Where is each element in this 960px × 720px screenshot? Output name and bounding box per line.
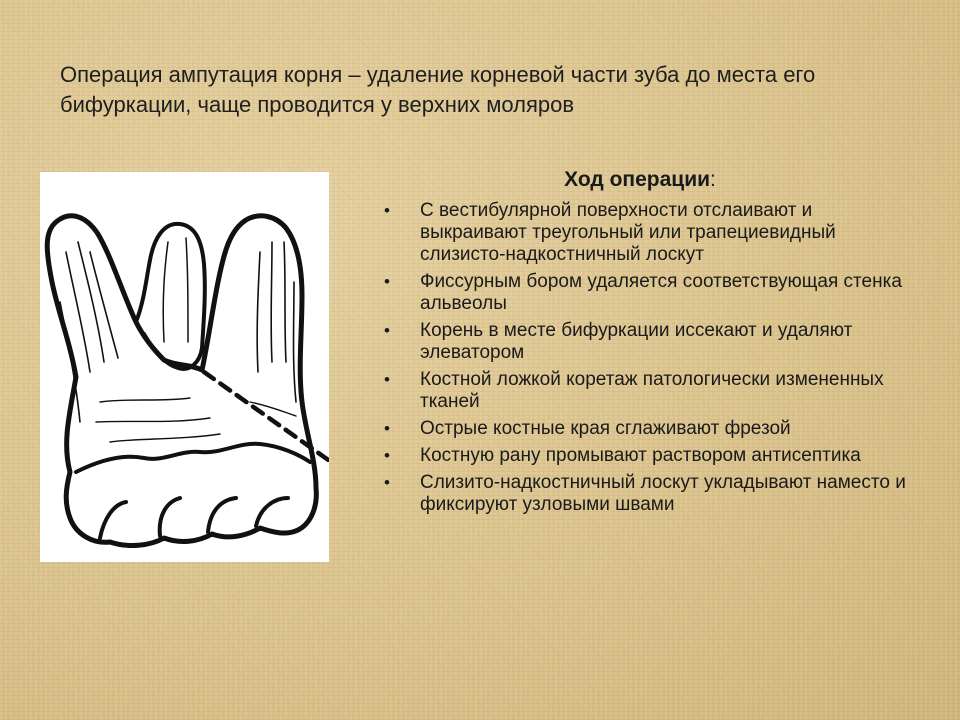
crown-cusps bbox=[100, 498, 288, 538]
step-text: С вестибулярной поверхности отслаивают и выкраивают треугольный или трапециевидный слизисто-надкостничный лоскут bbox=[420, 200, 836, 265]
procedure-step bbox=[380, 369, 920, 413]
procedure-step bbox=[380, 472, 920, 516]
step-text: Фиссурным бором удаляется соответствующая стенка альвеолы bbox=[420, 271, 902, 314]
bullet-icon: • bbox=[384, 419, 390, 438]
neck-line bbox=[76, 444, 310, 472]
step-text: Острые костные края сглаживают фрезой bbox=[420, 418, 791, 439]
molar-drawing bbox=[40, 172, 329, 562]
bullet-icon: • bbox=[384, 473, 390, 492]
bullet-icon: • bbox=[384, 272, 390, 291]
bullet-icon: • bbox=[384, 201, 390, 220]
procedure-title bbox=[440, 168, 840, 192]
procedure-step bbox=[380, 418, 920, 440]
procedure-step bbox=[380, 271, 920, 315]
procedure-title-colon: : bbox=[710, 168, 716, 191]
root-shading-right bbox=[257, 242, 296, 402]
body-shading bbox=[96, 398, 296, 442]
bullet-icon: • bbox=[384, 370, 390, 389]
root-shading-left bbox=[60, 242, 118, 422]
root-shading-middle bbox=[163, 238, 188, 342]
bullet-icon: • bbox=[384, 446, 390, 465]
tooth-outline bbox=[47, 216, 316, 546]
procedure-steps bbox=[380, 200, 920, 516]
procedure-title-text: Ход операции bbox=[564, 168, 711, 191]
bullet-icon: • bbox=[384, 321, 390, 340]
procedure-step bbox=[380, 200, 920, 266]
procedure-step bbox=[380, 445, 920, 467]
step-text: Костную рану промывают раствором антисептика bbox=[420, 445, 861, 466]
step-text: Слизито-надкостничный лоскут укладывают наместо и фиксируют узловыми швами bbox=[420, 472, 906, 515]
middle-root bbox=[136, 224, 205, 369]
step-text: Корень в месте бифуркации иссекают и удаляют элеватором bbox=[420, 320, 853, 363]
procedure-section bbox=[380, 168, 920, 521]
intro-text: Операция ампутация корня – удаление корневой части зуба до места его бифуркации, чаще проводится у верхних моляров bbox=[60, 62, 816, 117]
procedure-step bbox=[380, 320, 920, 364]
tooth-illustration bbox=[40, 172, 329, 562]
step-text: Костной ложкой коретаж патологически измененных тканей bbox=[420, 369, 884, 412]
